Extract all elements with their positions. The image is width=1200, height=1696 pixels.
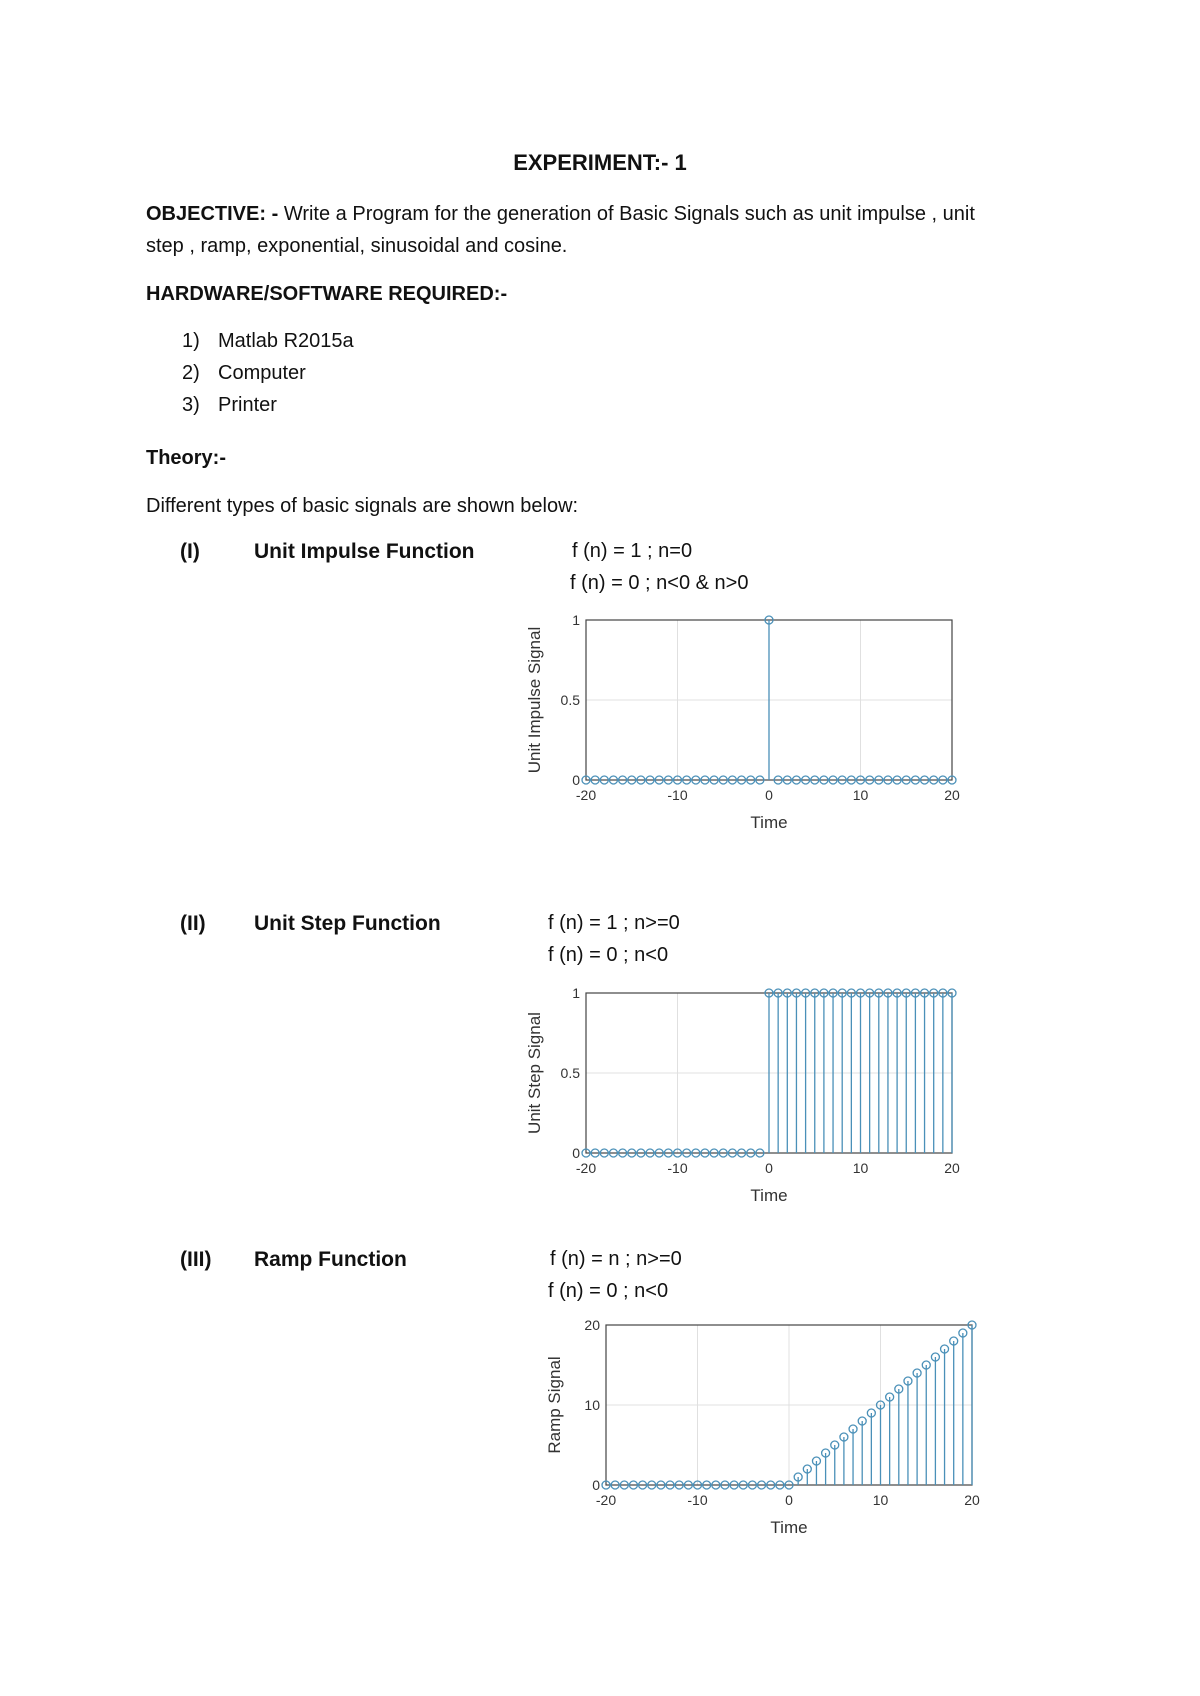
- objective-label: OBJECTIVE: -: [146, 203, 279, 225]
- x-tick-label: 20: [944, 787, 960, 803]
- y-axis-label: Unit Step Signal: [525, 1012, 544, 1134]
- x-tick-label: 10: [852, 787, 869, 803]
- y-tick-label: 20: [584, 1317, 600, 1333]
- x-tick-label: 0: [785, 1492, 793, 1508]
- x-tick-label: -20: [595, 1492, 617, 1508]
- list-item-text: Matlab R2015a: [218, 330, 354, 352]
- x-tick-label: 10: [852, 1160, 869, 1176]
- formula-line: f (n) = 1 ; n>=0: [548, 912, 680, 934]
- formula-line: f (n) = 0 ; n<0 & n>0: [570, 572, 749, 594]
- y-tick-label: 10: [584, 1397, 600, 1413]
- y-tick-label: 1: [572, 612, 580, 628]
- hardware-heading: HARDWARE/SOFTWARE REQUIRED:-: [146, 283, 508, 305]
- formula-line: f (n) = 1 ; n=0: [572, 540, 693, 562]
- x-tick-label: -10: [687, 1492, 708, 1508]
- list-item-text: Printer: [218, 394, 277, 416]
- y-axis-label: Ramp Signal: [545, 1356, 564, 1454]
- x-tick-label: 20: [944, 1160, 960, 1176]
- x-tick-label: -10: [667, 1160, 688, 1176]
- unit-impulse-chart: [520, 610, 980, 850]
- section-title: Unit Step Function: [254, 912, 441, 935]
- x-tick-label: -10: [667, 787, 688, 803]
- section-number: (III): [180, 1248, 212, 1271]
- theory-heading: Theory:-: [146, 447, 226, 469]
- x-axis-label: Time: [770, 1518, 808, 1537]
- y-tick-label: 0: [572, 1145, 580, 1161]
- page-title: EXPERIMENT:- 1: [513, 150, 687, 175]
- ramp-chart: [540, 1315, 990, 1555]
- section-title: Ramp Function: [254, 1248, 407, 1271]
- y-tick-label: 0: [592, 1477, 600, 1493]
- section-number: (I): [180, 540, 200, 563]
- x-axis-label: Time: [750, 1186, 788, 1205]
- x-tick-label: 0: [765, 787, 773, 803]
- formula-line: f (n) = n ; n>=0: [550, 1248, 682, 1270]
- formula-line: f (n) = 0 ; n<0: [548, 1280, 669, 1302]
- objective-paragraph: [146, 198, 1066, 230]
- list-item-number: 2): [182, 362, 200, 384]
- theory-intro: Different types of basic signals are shown below:: [146, 495, 579, 517]
- x-tick-label: 0: [765, 1160, 773, 1176]
- unit-step-chart: [520, 983, 980, 1223]
- y-tick-label: 0.5: [560, 692, 580, 708]
- y-tick-label: 0: [572, 772, 580, 788]
- y-tick-label: 1: [572, 985, 580, 1001]
- objective-text-line2: step , ramp, exponential, sinusoidal and cosine.: [146, 235, 568, 257]
- list-item-number: 1): [182, 330, 200, 352]
- objective-text-line1: Write a Program for the generation of Basic Signals such as unit impulse , unit: [283, 203, 975, 225]
- y-axis-label: Unit Impulse Signal: [525, 626, 544, 774]
- section-number: (II): [180, 912, 206, 935]
- formula-line: f (n) = 0 ; n<0: [548, 944, 669, 966]
- x-tick-label: -20: [575, 1160, 597, 1176]
- x-tick-label: 20: [964, 1492, 980, 1508]
- section-title: Unit Impulse Function: [254, 540, 475, 563]
- y-tick-label: 0.5: [560, 1065, 580, 1081]
- x-tick-label: -20: [575, 787, 597, 803]
- list-item-text: Computer: [218, 362, 306, 384]
- x-tick-label: 10: [872, 1492, 889, 1508]
- list-item-number: 3): [182, 394, 200, 416]
- x-axis-label: Time: [750, 813, 788, 832]
